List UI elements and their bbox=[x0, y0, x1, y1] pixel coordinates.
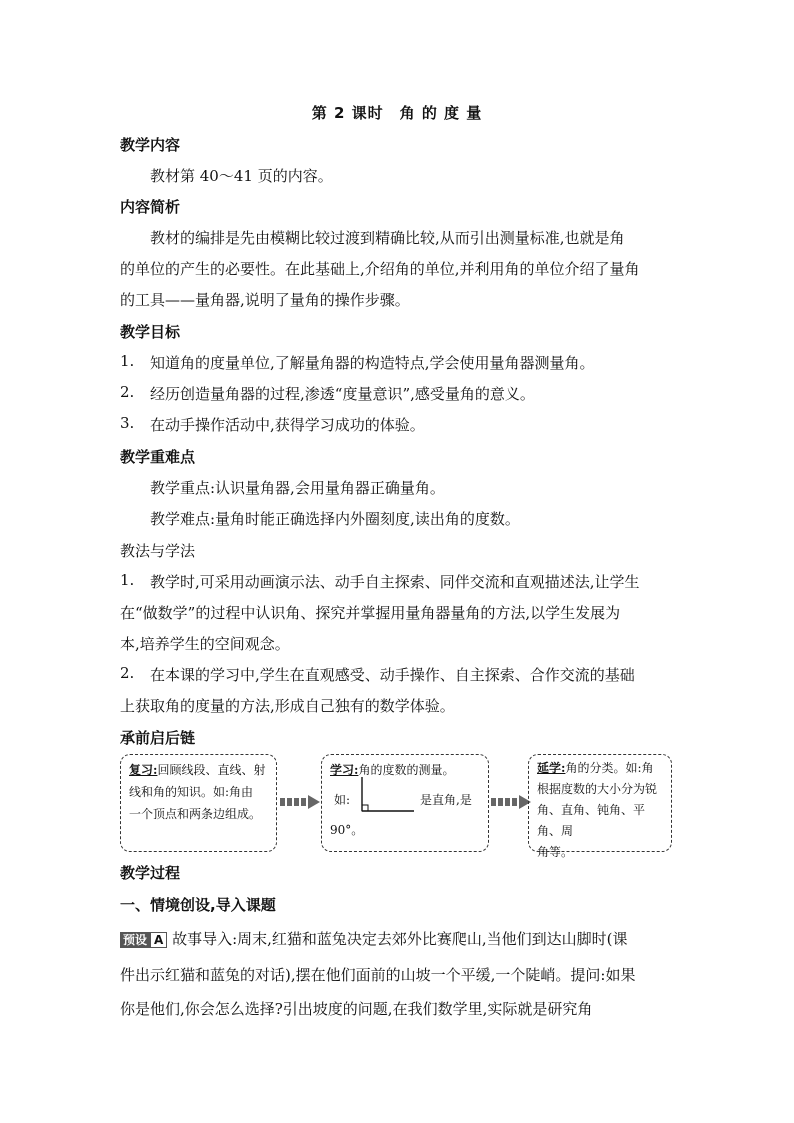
review-tag: 复习: bbox=[129, 763, 158, 777]
flow-arrow-icon bbox=[280, 795, 322, 809]
extend-box bbox=[528, 754, 672, 859]
extend-line: 角、直角、钝角、平角、周 bbox=[537, 803, 646, 838]
learn-line: 角的度数的测量。 bbox=[358, 763, 455, 777]
analysis-line: 的单位的产生的必要性。在此基础上,介绍角的单位,并利用角的单位介绍了量角 bbox=[120, 260, 640, 278]
story-line: 你是他们,你会怎么选择?引出坡度的问题,在我们数学里,实际就是研究角 bbox=[120, 1000, 593, 1018]
learn-right-angle-text: 是直角,是 bbox=[420, 793, 472, 807]
extend-line: 角等。 bbox=[537, 845, 574, 859]
difficult-point: 教学难点:量角时能正确选择内外圈刻度,读出角的度数。 bbox=[150, 510, 520, 528]
review-line: 回顾线段、直线、射 bbox=[157, 763, 266, 777]
preset-label: 预设 bbox=[120, 932, 150, 948]
learn-box bbox=[321, 754, 489, 852]
goal-number: 1. bbox=[120, 352, 135, 370]
lesson-title: 第 2 课时 角 的 度 量 bbox=[311, 104, 483, 122]
goal-number: 2. bbox=[120, 383, 135, 401]
story-line: 故事导入:周末,红猫和蓝兔决定去郊外比赛爬山,当他们到达山脚时(课 bbox=[172, 930, 628, 948]
method-line: 在“做数学”的过程中认识角、探究并掌握用量角器量角的方法,以学生发展为 bbox=[120, 604, 621, 622]
goal-text: 经历创造量角器的过程,渗透“度量意识”,感受量角的意义。 bbox=[150, 385, 535, 403]
method-line: 教学时,可采用动画演示法、动手自主探索、同伴交流和直观描述法,让学生 bbox=[150, 573, 640, 591]
right-angle-icon bbox=[358, 775, 416, 815]
goal-number: 3. bbox=[120, 414, 135, 432]
heading-process: 教学过程 bbox=[120, 864, 181, 882]
learn-example-prefix: 如: bbox=[334, 793, 351, 807]
learn-tag: 学习: bbox=[330, 763, 359, 777]
goal-text: 知道角的度量单位,了解量角器的构造特点,学会使用量角器测量角。 bbox=[150, 354, 595, 372]
subheading-scenario: 一、情境创设,导入课题 bbox=[120, 896, 276, 914]
method-number: 1. bbox=[120, 571, 135, 589]
heading-chain: 承前启后链 bbox=[120, 729, 196, 747]
analysis-line: 的工具——量角器,说明了量角的操作步骤。 bbox=[120, 291, 410, 309]
learn-degree: 90°。 bbox=[330, 823, 364, 837]
heading-method: 教法与学法 bbox=[120, 542, 196, 560]
extend-line: 角的分类。如:角 bbox=[565, 761, 654, 775]
extend-tag: 延学: bbox=[537, 761, 566, 775]
method-line: 本,培养学生的空间观念。 bbox=[120, 635, 290, 653]
extend-line: 根据度数的大小分为锐 bbox=[537, 782, 658, 796]
story-line: 件出示红猫和蓝兔的对话),摆在他们面前的山坡一个平缓,一个陡峭。提问:如果 bbox=[120, 966, 636, 984]
method-line: 上获取角的度量的方法,形成自己独有的数学体验。 bbox=[120, 697, 455, 715]
story-first-line bbox=[120, 928, 690, 949]
review-box bbox=[120, 754, 277, 852]
content-text: 教材第 40～41 页的内容。 bbox=[150, 167, 333, 185]
review-line: 线和角的知识。如:角由 bbox=[129, 785, 254, 799]
heading-analysis: 内容简析 bbox=[120, 198, 181, 216]
method-number: 2. bbox=[120, 664, 135, 682]
method-line: 在本课的学习中,学生在直观感受、动手操作、自主探索、合作交流的基础 bbox=[150, 666, 635, 684]
heading-goals: 教学目标 bbox=[120, 323, 181, 341]
preset-level: A bbox=[150, 932, 167, 948]
key-point: 教学重点:认识量角器,会用量角器正确量角。 bbox=[150, 479, 445, 497]
goal-text: 在动手操作活动中,获得学习成功的体验。 bbox=[150, 416, 425, 434]
flow-arrow-icon bbox=[491, 795, 533, 809]
heading-key: 教学重难点 bbox=[120, 448, 196, 466]
analysis-line: 教材的编排是先由模糊比较过渡到精确比较,从而引出测量标准,也就是角 bbox=[150, 229, 625, 247]
preset-badge bbox=[120, 931, 167, 948]
review-line: 一个顶点和两条边组成。 bbox=[129, 807, 262, 821]
heading-content: 教学内容 bbox=[120, 136, 181, 154]
